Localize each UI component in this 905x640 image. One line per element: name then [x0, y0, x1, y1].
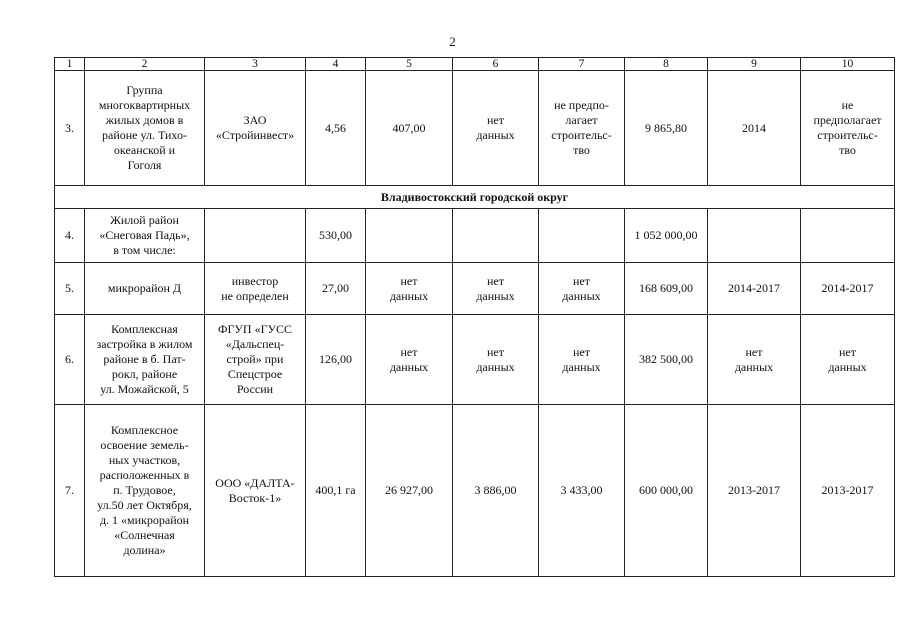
col-6-value: нет данных [453, 263, 539, 315]
col-10-value: 2013-2017 [801, 405, 895, 577]
header-cell: 10 [801, 58, 895, 71]
row-number: 4. [55, 209, 85, 263]
col-6-value: 3 886,00 [453, 405, 539, 577]
col-6-value [453, 209, 539, 263]
object-name: Комплексная застройка в жилом районе в б. Пат- рокл, районе ул. Можайской, 5 [85, 315, 205, 405]
investor: инвестор не определен [205, 263, 306, 315]
col-9-value: 2014-2017 [708, 263, 801, 315]
col-9-value [708, 209, 801, 263]
col-10-value [801, 209, 895, 263]
col-7-value [539, 209, 625, 263]
table-row [55, 209, 895, 263]
row-number: 5. [55, 263, 85, 315]
table-row [55, 405, 895, 577]
data-table [54, 57, 895, 577]
area: 400,1 га [306, 405, 366, 577]
header-cell: 8 [625, 58, 708, 71]
header-cell: 4 [306, 58, 366, 71]
object-name: Комплексное освоение земель- ных участков, расположенных в п. Трудовое, ул.50 лет Октября, д. 1 «микрорайон «Солнечная долина» [85, 405, 205, 577]
col-5-value: нет данных [366, 315, 453, 405]
table-row [55, 71, 895, 186]
col-6-value: нет данных [453, 71, 539, 186]
area: 4,56 [306, 71, 366, 186]
table-row [55, 315, 895, 405]
col-7-value: нет данных [539, 315, 625, 405]
area: 27,00 [306, 263, 366, 315]
col-5-value [366, 209, 453, 263]
col-9-value: нет данных [708, 315, 801, 405]
col-8-value: 1 052 000,00 [625, 209, 708, 263]
investor [205, 209, 306, 263]
col-5-value: 407,00 [366, 71, 453, 186]
col-7-value: 3 433,00 [539, 405, 625, 577]
header-row [55, 58, 895, 71]
investor: ФГУП «ГУСС «Дальспец- строй» при Спецстрое России [205, 315, 306, 405]
object-name: Жилой район «Снеговая Падь», в том числе: [85, 209, 205, 263]
col-5-value: 26 927,00 [366, 405, 453, 577]
row-number: 7. [55, 405, 85, 577]
page-number: 2 [449, 34, 456, 49]
header-cell: 6 [453, 58, 539, 71]
investor: ЗАО «Стройинвест» [205, 71, 306, 186]
col-10-value: 2014-2017 [801, 263, 895, 315]
row-number: 3. [55, 71, 85, 186]
col-10-value: нет данных [801, 315, 895, 405]
object-name: микрорайон Д [85, 263, 205, 315]
header-cell: 5 [366, 58, 453, 71]
investor: ООО «ДАЛТА- Восток-1» [205, 405, 306, 577]
header-cell: 9 [708, 58, 801, 71]
header-cell: 7 [539, 58, 625, 71]
table-row [55, 263, 895, 315]
area: 530,00 [306, 209, 366, 263]
row-number: 6. [55, 315, 85, 405]
col-5-value: нет данных [366, 263, 453, 315]
col-8-value: 9 865,80 [625, 71, 708, 186]
col-6-value: нет данных [453, 315, 539, 405]
header-cell: 3 [205, 58, 306, 71]
section-row [55, 186, 895, 209]
col-8-value: 600 000,00 [625, 405, 708, 577]
header-cell: 1 [55, 58, 85, 71]
col-7-value: нет данных [539, 263, 625, 315]
col-9-value: 2013-2017 [708, 405, 801, 577]
col-7-value: не предпо- лагает строительс- тво [539, 71, 625, 186]
col-9-value: 2014 [708, 71, 801, 186]
col-8-value: 168 609,00 [625, 263, 708, 315]
area: 126,00 [306, 315, 366, 405]
col-8-value: 382 500,00 [625, 315, 708, 405]
col-10-value: не предполагает строительс- тво [801, 71, 895, 186]
header-cell: 2 [85, 58, 205, 71]
object-name: Группа многоквартирных жилых домов в районе ул. Тихо- океанской и Гоголя [85, 71, 205, 186]
section-title: Владивостокский городской округ [55, 186, 895, 209]
